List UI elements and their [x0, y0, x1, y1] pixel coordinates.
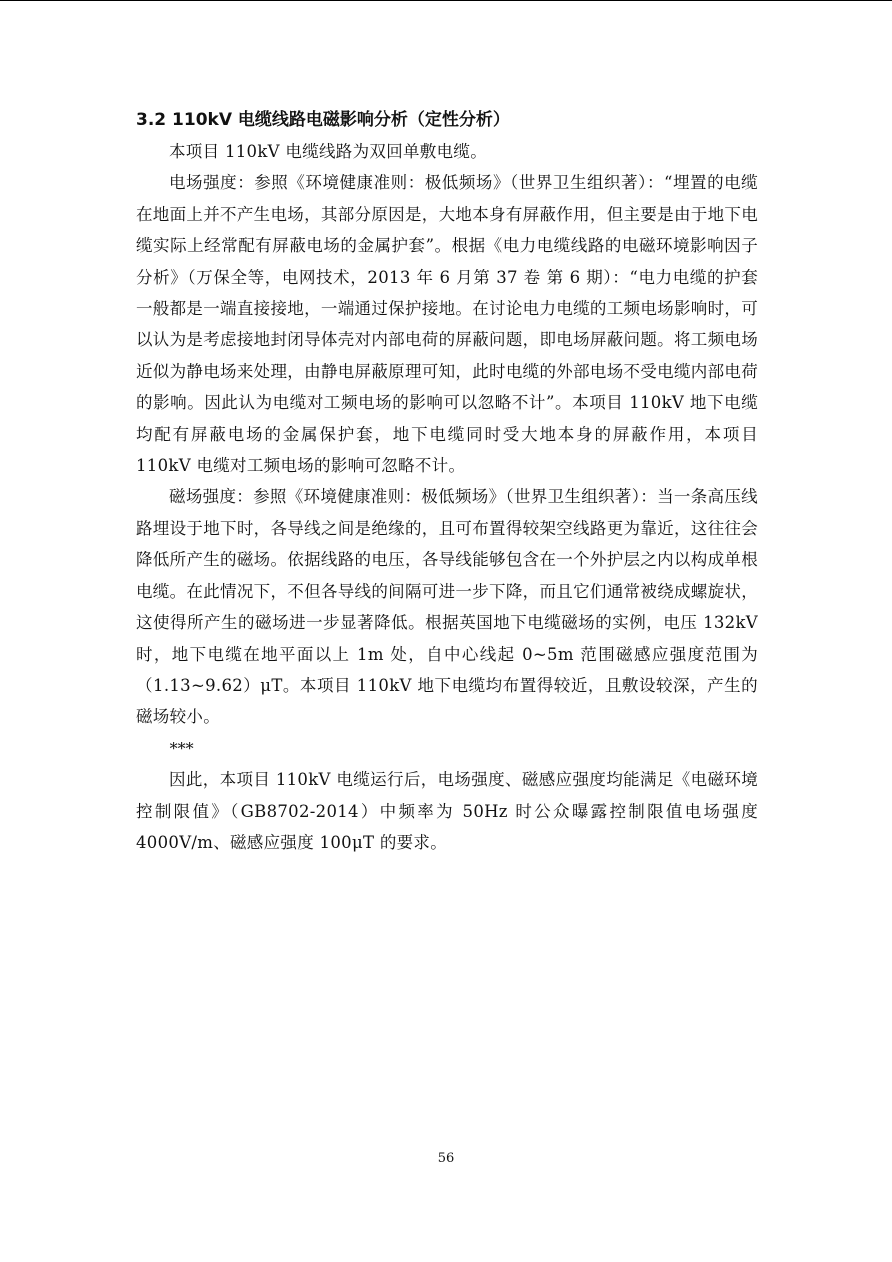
- document-body: [136, 104, 758, 858]
- separator-stars: ***: [169, 738, 194, 758]
- top-border-line: [0, 0, 892, 1]
- section-heading: 3.2 110kV 电缆线路电磁影响分析（定性分析）: [136, 110, 510, 130]
- paragraph-magnetic-field: 磁场强度：参照《环境健康准则：极低频场》（世界卫生组织著）：当一条高压线路埋设于地下时，各导线之间是绝缘的，且可布置得较架空线路更为靠近，这往往会降低所产生的磁场。依据线路的电压，各导线能够包含在一个外护层之内以构成单根电缆。在此情况下，不但各导线的间隔可进一步下降，而且它们通常被绕成螺旋状，这使得所产生的磁场进一步显著降低。根据英国地下电缆磁场的实例，电压 132kV 时，地下电缆在地平面以上 1m 处，自中心线起 0~5m 范围磁感应强度范围为（1.13~9.62）μT。本项目 110kV 地下电缆均布置得较近，且敷设较深，产生的磁场较小。: [136, 487, 758, 727]
- paragraph-conclusion: 因此，本项目 110kV 电缆运行后，电场强度、磁感应强度均能满足《电磁环境控制限值》（GB8702-2014）中频率为 50Hz 时公众曝露控制限值电场强度 4000V/m、磁感应强度 100μT 的要求。: [136, 770, 758, 852]
- paragraph-cable-type: 本项目 110kV 电缆线路为双回单敷电缆。: [169, 142, 487, 161]
- page-number: 56: [437, 1151, 455, 1166]
- paragraph-electric-field: 电场强度：参照《环境健康准则：极低频场》（世界卫生组织著）：“埋置的电缆在地面上并不产生电场，其部分原因是，大地本身有屏蔽作用，但主要是由于地下电缆实际上经常配有屏蔽电场的金属护套”。根据《电力电缆线路的电磁环境影响因子分析》（万保全等，电网技术，2013 年 6 月第 37 卷 第 6 期）：“电力电缆的护套一般都是一端直接接地，一端通过保护接地。在讨论电力电缆的工频电场影响时，可以认为是考虑接地封闭导体壳对内部电荷的屏蔽问题，即电场屏蔽问题。将工频电场近似为静电场来处理，由静电屏蔽原理可知，此时电缆的外部电场不受电缆内部电荷的影响。因此认为电缆对工频电场的影响可以忽略不计”。本项目 110kV 地下电缆均配有屏蔽电场的金属保护套，地下电缆同时受大地本身的屏蔽作用，本项目 110kV 电缆对工频电场的影响可忽略不计。: [136, 173, 758, 476]
